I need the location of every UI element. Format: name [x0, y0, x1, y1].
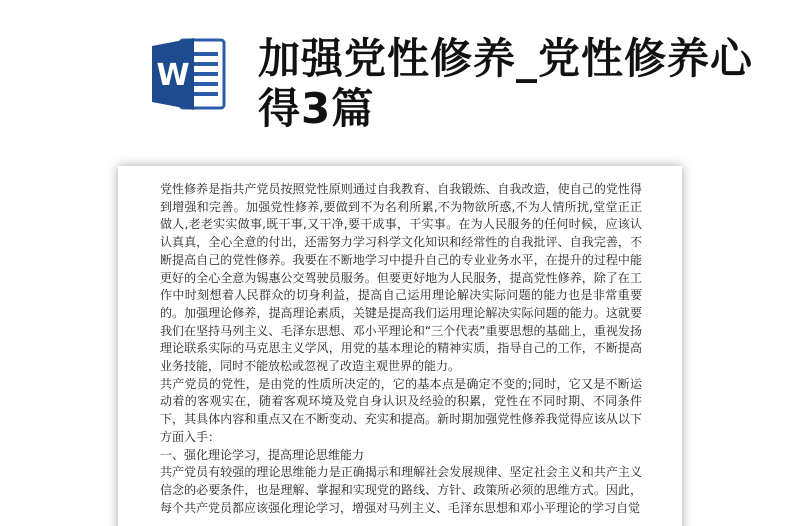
section-heading: 一、强化理论学习，提高理论思维能力	[160, 447, 365, 462]
word-icon-letter: W	[156, 58, 190, 93]
header	[0, 0, 800, 160]
paragraph-party-nature: 共产党员的党性，是由党的性质所决定的，它的基本点是确定不变的;同时，它又是不断运动着的客观实在，随着客观环境及党自身认识及经验的积累，党性在不同时期、不同条件下，其具体内容和重点又在不断变动、充实和提高。新时期加强党性修养我觉得应该从以下方面入手：	[160, 376, 642, 444]
paragraph-intro: 党性修养是指共产党员按照党性原则通过自我教育、自我锻炼、自我改造，使自己的党性得到增强和完善。加强党性修养,要做到不为名利所累,不为物欲所惑,不为人情所扰,堂堂正正做人,老老实实做事,既干事,又干净,要干成事，干实事。在为人民服务的任何时候，应该认认真真，全心全意的付出，还需努力学习科学文化知识和经常性的自我批评、自我完善，不断提高自己的党性修养。我要在不断地学习中提升自己的专业业务水平，在提升的过程中能更好的全心全意为锡惠公交驾驶员服务。但要更好地为人民服务，提高党性修养，除了在工作中时刻想着人民群众的切身利益，提高自己运用理论解决实际问题的能力也是非常重要的。加强理论修养，提高理论素质，关键是提高我们运用理论解决实际问题的能力。这就要我们在坚持马列主义、毛泽东思想、邓小平理论和“三个代表”重要思想的基础上，重视发扬理论联系实际的马克思主义学风，用党的基本理论的精神实质，指导自己的工作，不断提高业务技能，同时不能放松或忽视了改造主观世界的能力。	[160, 182, 642, 374]
word-icon-line	[194, 62, 218, 66]
page-title: 加强党性修养_党性修养心得3篇	[258, 34, 754, 133]
word-icon-line	[194, 52, 218, 56]
word-icon-line	[194, 82, 218, 86]
paragraph-theory: 共产党员有较强的理论思维能力是正确揭示和理解社会发展规律、坚定社会主义和共产主义信念的必要条件，也是理解、掌握和实现党的路线、方针、政策所必须的思维方式。因此，每个共产党员都应该强化理论学习，增强对马列主义、毛泽东思想和邓小平理论的学习自觉	[160, 465, 642, 515]
word-document-icon	[150, 34, 228, 114]
word-icon-line	[194, 92, 218, 96]
document-body	[160, 181, 642, 517]
word-icon-line	[194, 72, 218, 76]
